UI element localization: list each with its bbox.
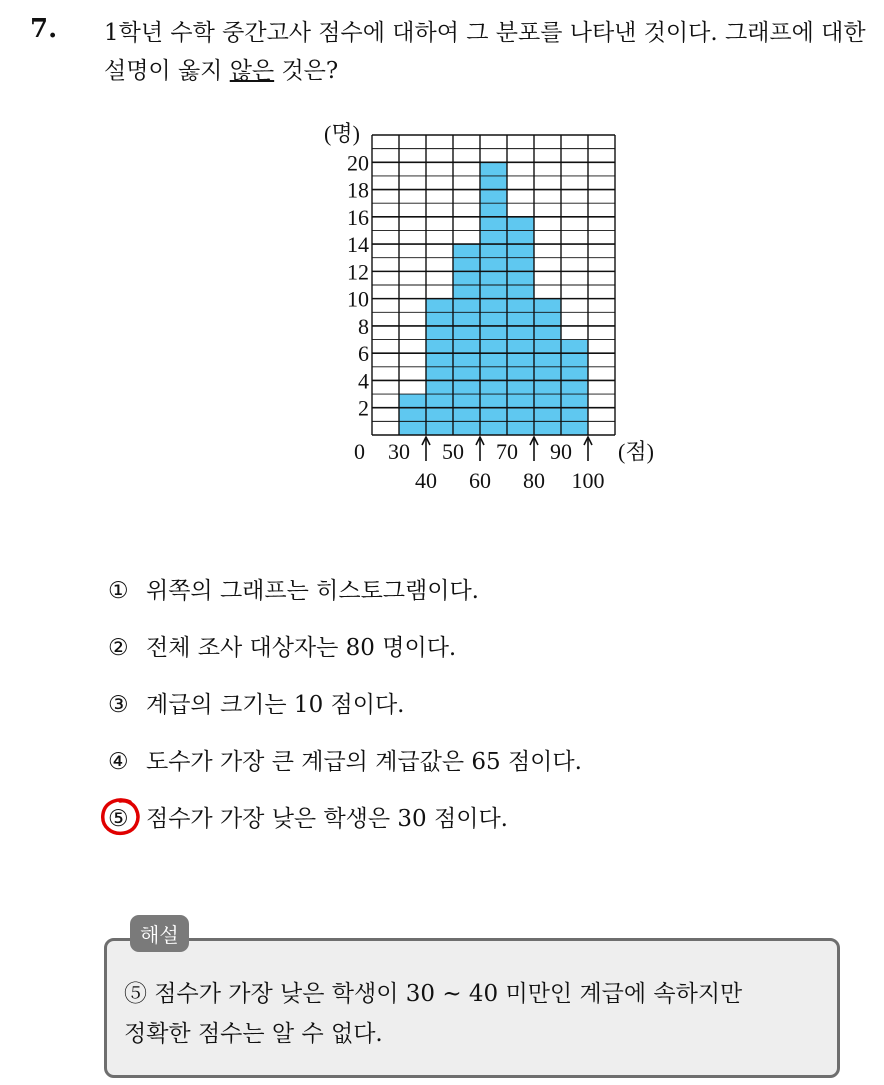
x-tick-label: 50 [442,439,464,464]
y-tick-label: 6 [358,341,369,367]
y-tick-label: 8 [358,313,369,339]
option-3-text: 계급의 크기는 10 점이다. [146,692,405,718]
option-5[interactable] [108,804,508,834]
explanation-tab: 해설 [130,915,189,952]
x-tick-label: 30 [388,439,410,464]
option-4-marker: ④ [108,749,129,775]
y-tick-label: 10 [347,286,369,312]
option-2[interactable] [108,633,456,663]
explanation-line-2: 정확한 점수는 알 수 없다. [124,1021,383,1047]
y-tick-label-zero: 0 [354,439,365,464]
explanation-line-1: ⑤ 점수가 가장 낮은 학생이 30 ~ 40 미만인 계급에 속하지만 [124,981,743,1007]
y-tick-label: 16 [347,204,369,230]
option-3-marker: ③ [108,692,129,718]
y-axis-unit: (명) [324,121,360,146]
option-2-text: 전체 조사 대상자는 80 명이다. [146,635,457,661]
option-5-marker: ⑤ [108,806,129,832]
y-tick-label: 12 [347,259,369,285]
question-text-part1: 1학년 수학 중간고사 점수에 대하여 그 분포를 나타낸 것이다. 그래프에 대한 설명이 옳지 [104,20,866,84]
y-tick-label: 20 [347,150,369,176]
option-5-text: 점수가 가장 낮은 학생은 30 점이다. [146,806,508,832]
x-tick-label: 90 [550,439,572,464]
option-4[interactable] [108,747,582,777]
option-1-text: 위쪽의 그래프는 히스토그램이다. [146,578,479,604]
option-2-marker: ② [108,635,129,661]
y-tick-label: 2 [358,395,369,421]
x-tick-label: 80 [523,468,545,493]
option-1[interactable] [108,576,479,606]
answer-circle-icon [100,797,142,837]
x-axis-unit: (점) [618,439,654,464]
option-4-text: 도수가 가장 큰 계급의 계급값은 65 점이다. [146,749,582,775]
x-tick-label: 40 [415,468,437,493]
question-text [104,14,869,90]
question-text-part2: 것은? [274,58,339,84]
histogram-chart [318,118,654,498]
x-tick-label: 100 [571,468,605,493]
question-number: 7. [30,14,58,44]
option-1-marker: ① [108,578,129,604]
x-tick-label: 60 [469,468,491,493]
option-3[interactable] [108,690,404,720]
y-tick-label: 18 [347,177,369,203]
y-tick-label: 4 [358,368,369,394]
explanation-text [124,974,824,1054]
x-tick-label: 70 [496,439,518,464]
y-tick-label: 14 [347,232,369,258]
histogram-bar [399,394,426,435]
question-text-underlined: 않은 [229,58,275,84]
